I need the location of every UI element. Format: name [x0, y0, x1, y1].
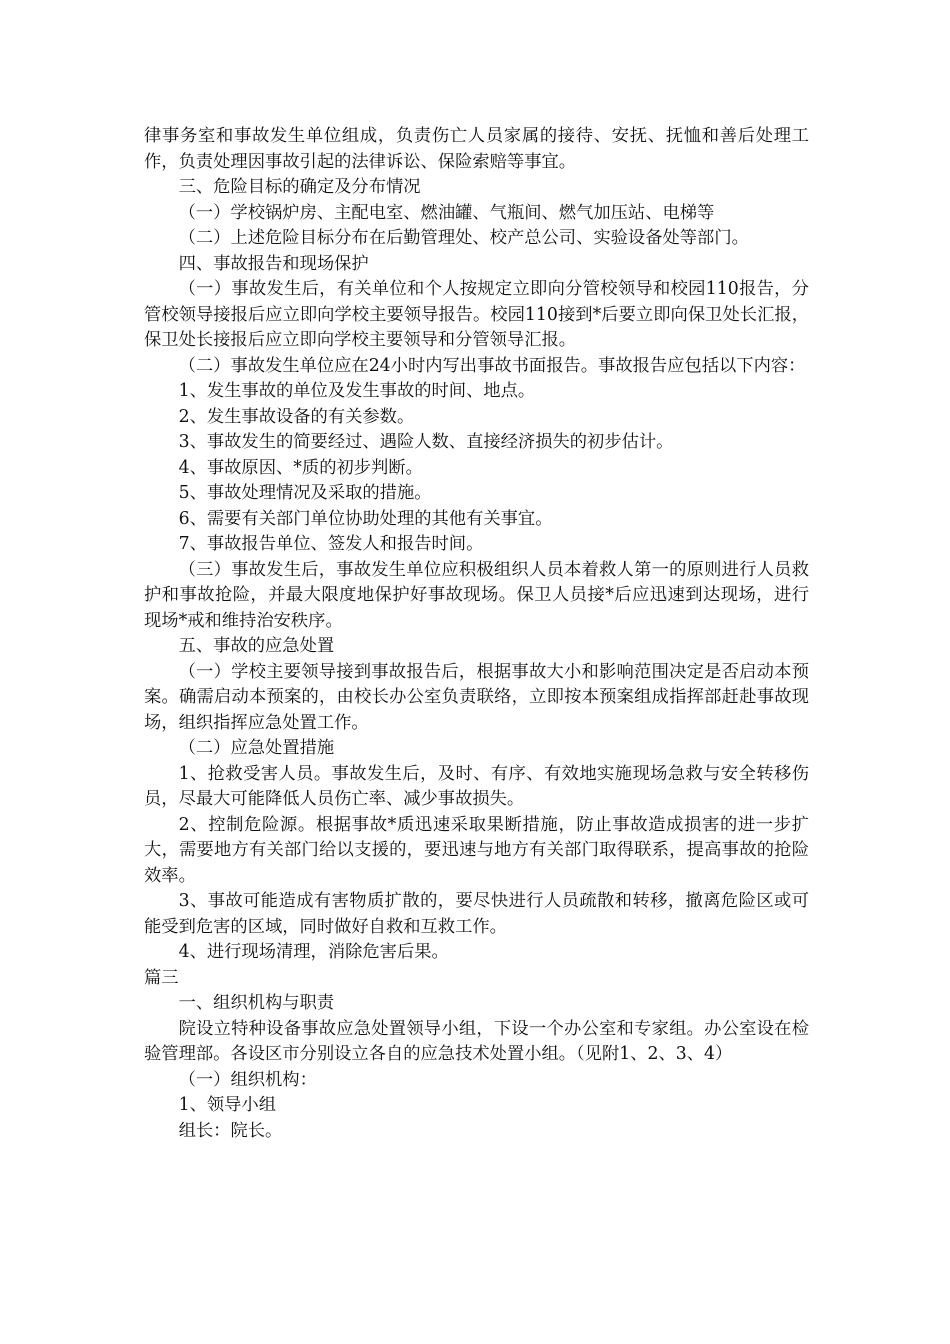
paragraph: （一）学校锅炉房、主配电室、燃油罐、气瓶间、燃气加压站、电梯等: [178, 202, 715, 223]
paragraph: 组长：院长。: [178, 1120, 283, 1141]
list-item: 1、抢救受害人员。事故发生后，及时、有序、有效地实施现场急救与安全转移伤员，尽最大可能降低人员伤亡率、减少事故损失。: [144, 763, 809, 809]
paragraph: （一）学校主要领导接到事故报告后，根据事故大小和影响范围决定是否启动本预案。确需启动本预案的，由校长办公室负责联络，立即按本预案组成指挥部赶赴事故现场，组织指挥应急处置工作。: [144, 661, 809, 733]
paragraph: 院设立特种设备事故应急处置领导小组，下设一个办公室和专家组。办公室设在检验管理部。各设区市分别设立各自的应急技术处置小组。（见附1、2、3、4）: [144, 1018, 809, 1064]
document-page: [144, 124, 809, 1144]
list-item: 2、控制危险源。根据事故*质迅速采取果断措施，防止事故造成损害的进一步扩大，需要地方有关部门给以支援的，要迅速与地方有关部门取得联系，提高事故的抢险效率。: [144, 814, 809, 886]
paragraph: （二）事故发生单位应在24小时内写出事故书面报告。事故报告应包括以下内容：: [178, 355, 806, 376]
section-heading: 四、事故报告和现场保护: [178, 253, 369, 274]
list-item: 7、事故报告单位、签发人和报告时间。: [178, 534, 484, 554]
part-heading: 篇三: [144, 967, 179, 988]
subsection-heading: （一）组织机构：: [178, 1069, 317, 1090]
list-item: 1、领导小组: [178, 1095, 276, 1115]
list-item: 1、发生事故的单位及发生事故的时间、地点。: [178, 381, 536, 401]
paragraph: （三）事故发生后，事故发生单位应积极组织人员本着救人第一的原则进行人员救护和事故抢险，并最大限度地保护好事故现场。保卫人员接*后应迅速到达现场，进行现场*戒和维持治安秩序。: [144, 559, 809, 631]
subsection-heading: （二）应急处置措施: [178, 738, 335, 758]
section-heading: 三、危险目标的确定及分布情况: [178, 177, 421, 197]
list-item: 3、事故可能造成有害物质扩散的，要尽快进行人员疏散和转移，撤离危险区或可能受到危害的区域，同时做好自救和互救工作。: [144, 891, 809, 937]
paragraph: （二）上述危险目标分布在后勤管理处、校产总公司、实验设备处等部门。: [178, 228, 749, 248]
section-heading: 五、事故的应急处置: [178, 636, 335, 656]
paragraph: （一）事故发生后，有关单位和个人按规定立即向分管校领导和校园110报告，分管校领导接报后应立即向学校主要领导报告。校园110接到*后要立即向保卫处长汇报，保卫处长接报后应立即向学校主要领导和分管领导汇报。: [144, 279, 809, 350]
list-item: 3、事故发生的简要经过、遇险人数、直接经济损失的初步估计。: [178, 432, 674, 452]
list-item: 2、发生事故设备的有关参数。: [178, 406, 415, 427]
list-item: 4、事故原因、*质的初步判断。: [178, 457, 423, 478]
list-item: 6、需要有关部门单位协助处理的其他有关事宜。: [178, 508, 553, 529]
section-heading: 一、组织机构与职责: [178, 993, 335, 1013]
paragraph: 律事务室和事故发生单位组成，负责伤亡人员家属的接待、安抚、抚恤和善后处理工作，负责处理因事故引起的法律诉讼、保险索赔等事宜。: [144, 126, 809, 172]
list-item: 4、进行现场清理，消除危害后果。: [178, 942, 449, 962]
list-item: 5、事故处理情况及采取的措施。: [178, 483, 432, 503]
